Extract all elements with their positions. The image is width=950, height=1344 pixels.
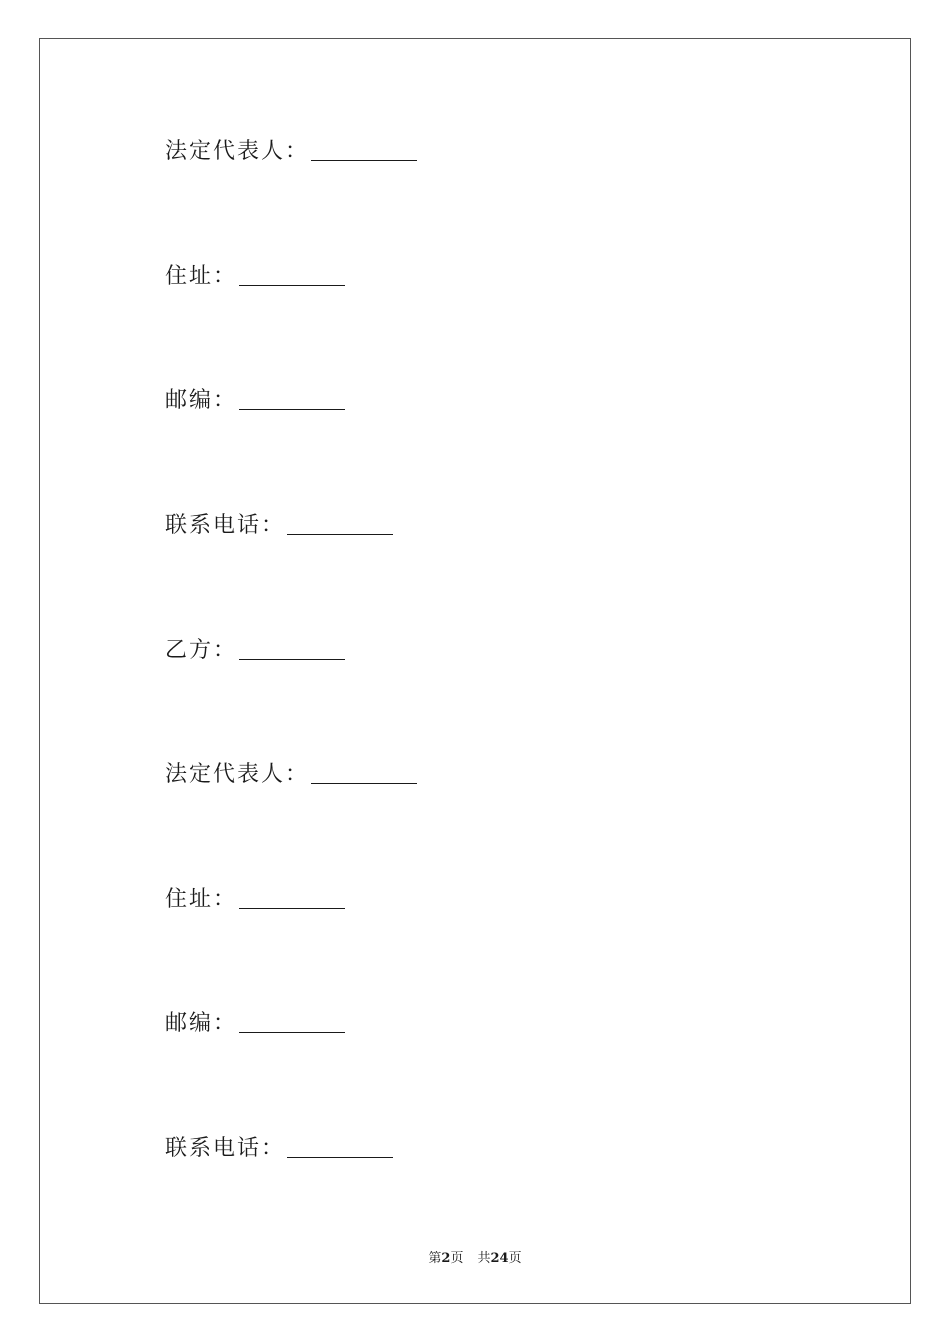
field-label: 住址：: [165, 264, 238, 289]
total-suffix: 页: [508, 1251, 522, 1266]
page-suffix: 页: [450, 1251, 464, 1266]
legal-representative-field-b: [165, 758, 417, 788]
field-label: 邮编：: [165, 1011, 238, 1036]
blank-line: [311, 159, 417, 161]
blank-line: [239, 658, 345, 660]
page-footer: [40, 1247, 910, 1266]
party-b-field: [165, 634, 345, 664]
blank-line: [239, 1031, 345, 1033]
field-label: 联系电话：: [165, 1136, 286, 1161]
field-label: 联系电话：: [165, 513, 286, 538]
postcode-field-b: [165, 1007, 345, 1037]
total-prefix: 共: [477, 1251, 491, 1266]
field-label: 法定代表人：: [165, 139, 310, 164]
page-number: 2: [441, 1251, 451, 1266]
field-label: 法定代表人：: [165, 762, 310, 787]
address-field: [165, 260, 345, 290]
field-label: 乙方：: [165, 638, 238, 663]
postcode-field: [165, 384, 345, 414]
address-field-b: [165, 883, 345, 913]
blank-line: [311, 782, 417, 784]
blank-line: [287, 1156, 393, 1158]
blank-line: [239, 284, 345, 286]
page-prefix: 第: [428, 1251, 442, 1266]
document-page: [39, 38, 911, 1304]
legal-representative-field: [165, 135, 417, 165]
phone-field-b: [165, 1132, 393, 1162]
total-pages: 24: [490, 1251, 509, 1266]
phone-field: [165, 509, 393, 539]
blank-line: [239, 907, 345, 909]
blank-line: [239, 408, 345, 410]
blank-line: [287, 533, 393, 535]
field-label: 邮编：: [165, 388, 238, 413]
field-label: 住址：: [165, 887, 238, 912]
